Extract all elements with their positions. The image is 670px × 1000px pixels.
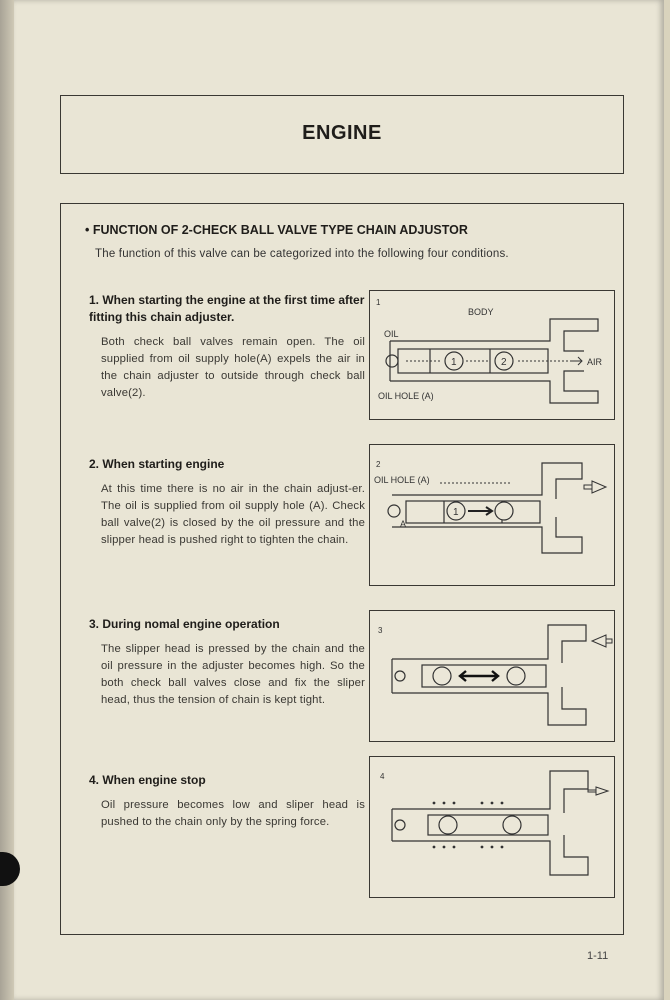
diagram-2: [369, 444, 615, 586]
page-title: ENGINE: [302, 122, 382, 144]
diagram-1-figure: [370, 291, 614, 419]
section-title: • FUNCTION OF 2-CHECK BALL VALVE TYPE CHAIN ADJUSTOR: [85, 223, 468, 237]
diagram-2-figure: [370, 445, 614, 585]
push-arrow: [468, 507, 492, 515]
header-box: [60, 95, 624, 174]
manual-page: [14, 0, 664, 1000]
step-3-body: The slipper head is pressed by the chain and the oil pressure in the adjuster becomes high. So the both check ball valves close and fix the sliper head, thus the tension of chain is kept tight.: [101, 643, 365, 706]
step-4-title: 4. When engine stop: [89, 773, 206, 787]
check-ball-2-label: 2: [501, 357, 507, 368]
locked-arrow: [460, 671, 498, 681]
spring-force-arrow: [588, 787, 608, 795]
step-2-body: At this time there is no air in the chain adjust-er. The oil is supplied from oil supply hole (A). Check ball valve(2) is closed by the oil pressure and the slipper head is pushed right to tighten the chain.: [101, 483, 365, 546]
diagram-1-oil-hole-label: OIL HOLE (A): [378, 391, 434, 401]
diagram-1: [369, 290, 615, 420]
step-2: [89, 456, 365, 549]
diagram-4-figure: [370, 757, 614, 897]
step-1-title: 1. When starting the engine at the first time after fitting this chain adjuster.: [89, 293, 365, 324]
check-ball-2: [495, 502, 513, 520]
step-2-title: 2. When starting engine: [89, 457, 225, 471]
step-1-body: Both check ball valves remain open. The oil supplied from oil supply hole(A) expels the air in the chain adjuster to outside through check ball valve(2).: [101, 336, 365, 399]
diagram-3-figure: [370, 611, 614, 741]
step-1: [89, 292, 365, 402]
step-3: [89, 616, 365, 709]
diagram-3: [369, 610, 615, 742]
diagram-3-number: 3: [378, 626, 383, 635]
diagram-2-number: 2: [376, 460, 381, 469]
diagram-4-number: 4: [380, 772, 385, 781]
diagram-1-oil-label: OIL: [384, 329, 399, 339]
step-4: [89, 772, 365, 831]
content-box: [60, 203, 624, 935]
step-4-body: Oil pressure becomes low and sliper head is pushed to the chain only by the spring force.: [101, 799, 365, 828]
chain-press-arrow: [592, 635, 612, 647]
check-ball-1-label: 1: [451, 357, 457, 368]
section-intro: The function of this valve can be categorized into the following four conditions.: [95, 248, 509, 260]
page-number: 1-11: [587, 950, 609, 962]
diagram-1-air-label: AIR: [587, 357, 603, 367]
diagram-4: [369, 756, 615, 898]
diagram-2-a-label: A: [400, 519, 407, 529]
chain-push-arrow: [584, 481, 606, 493]
diagram-2-ball-1-label: 1: [453, 507, 459, 518]
diagram-1-number: 1: [376, 298, 381, 307]
diagram-2-oil-hole-label: OIL HOLE (A): [374, 475, 430, 485]
page-left-edge: [0, 0, 14, 1000]
diagram-1-body-label: BODY: [468, 307, 494, 317]
step-3-title: 3. During nomal engine operation: [89, 617, 280, 631]
diagram-1-air-arrow: [570, 357, 582, 365]
